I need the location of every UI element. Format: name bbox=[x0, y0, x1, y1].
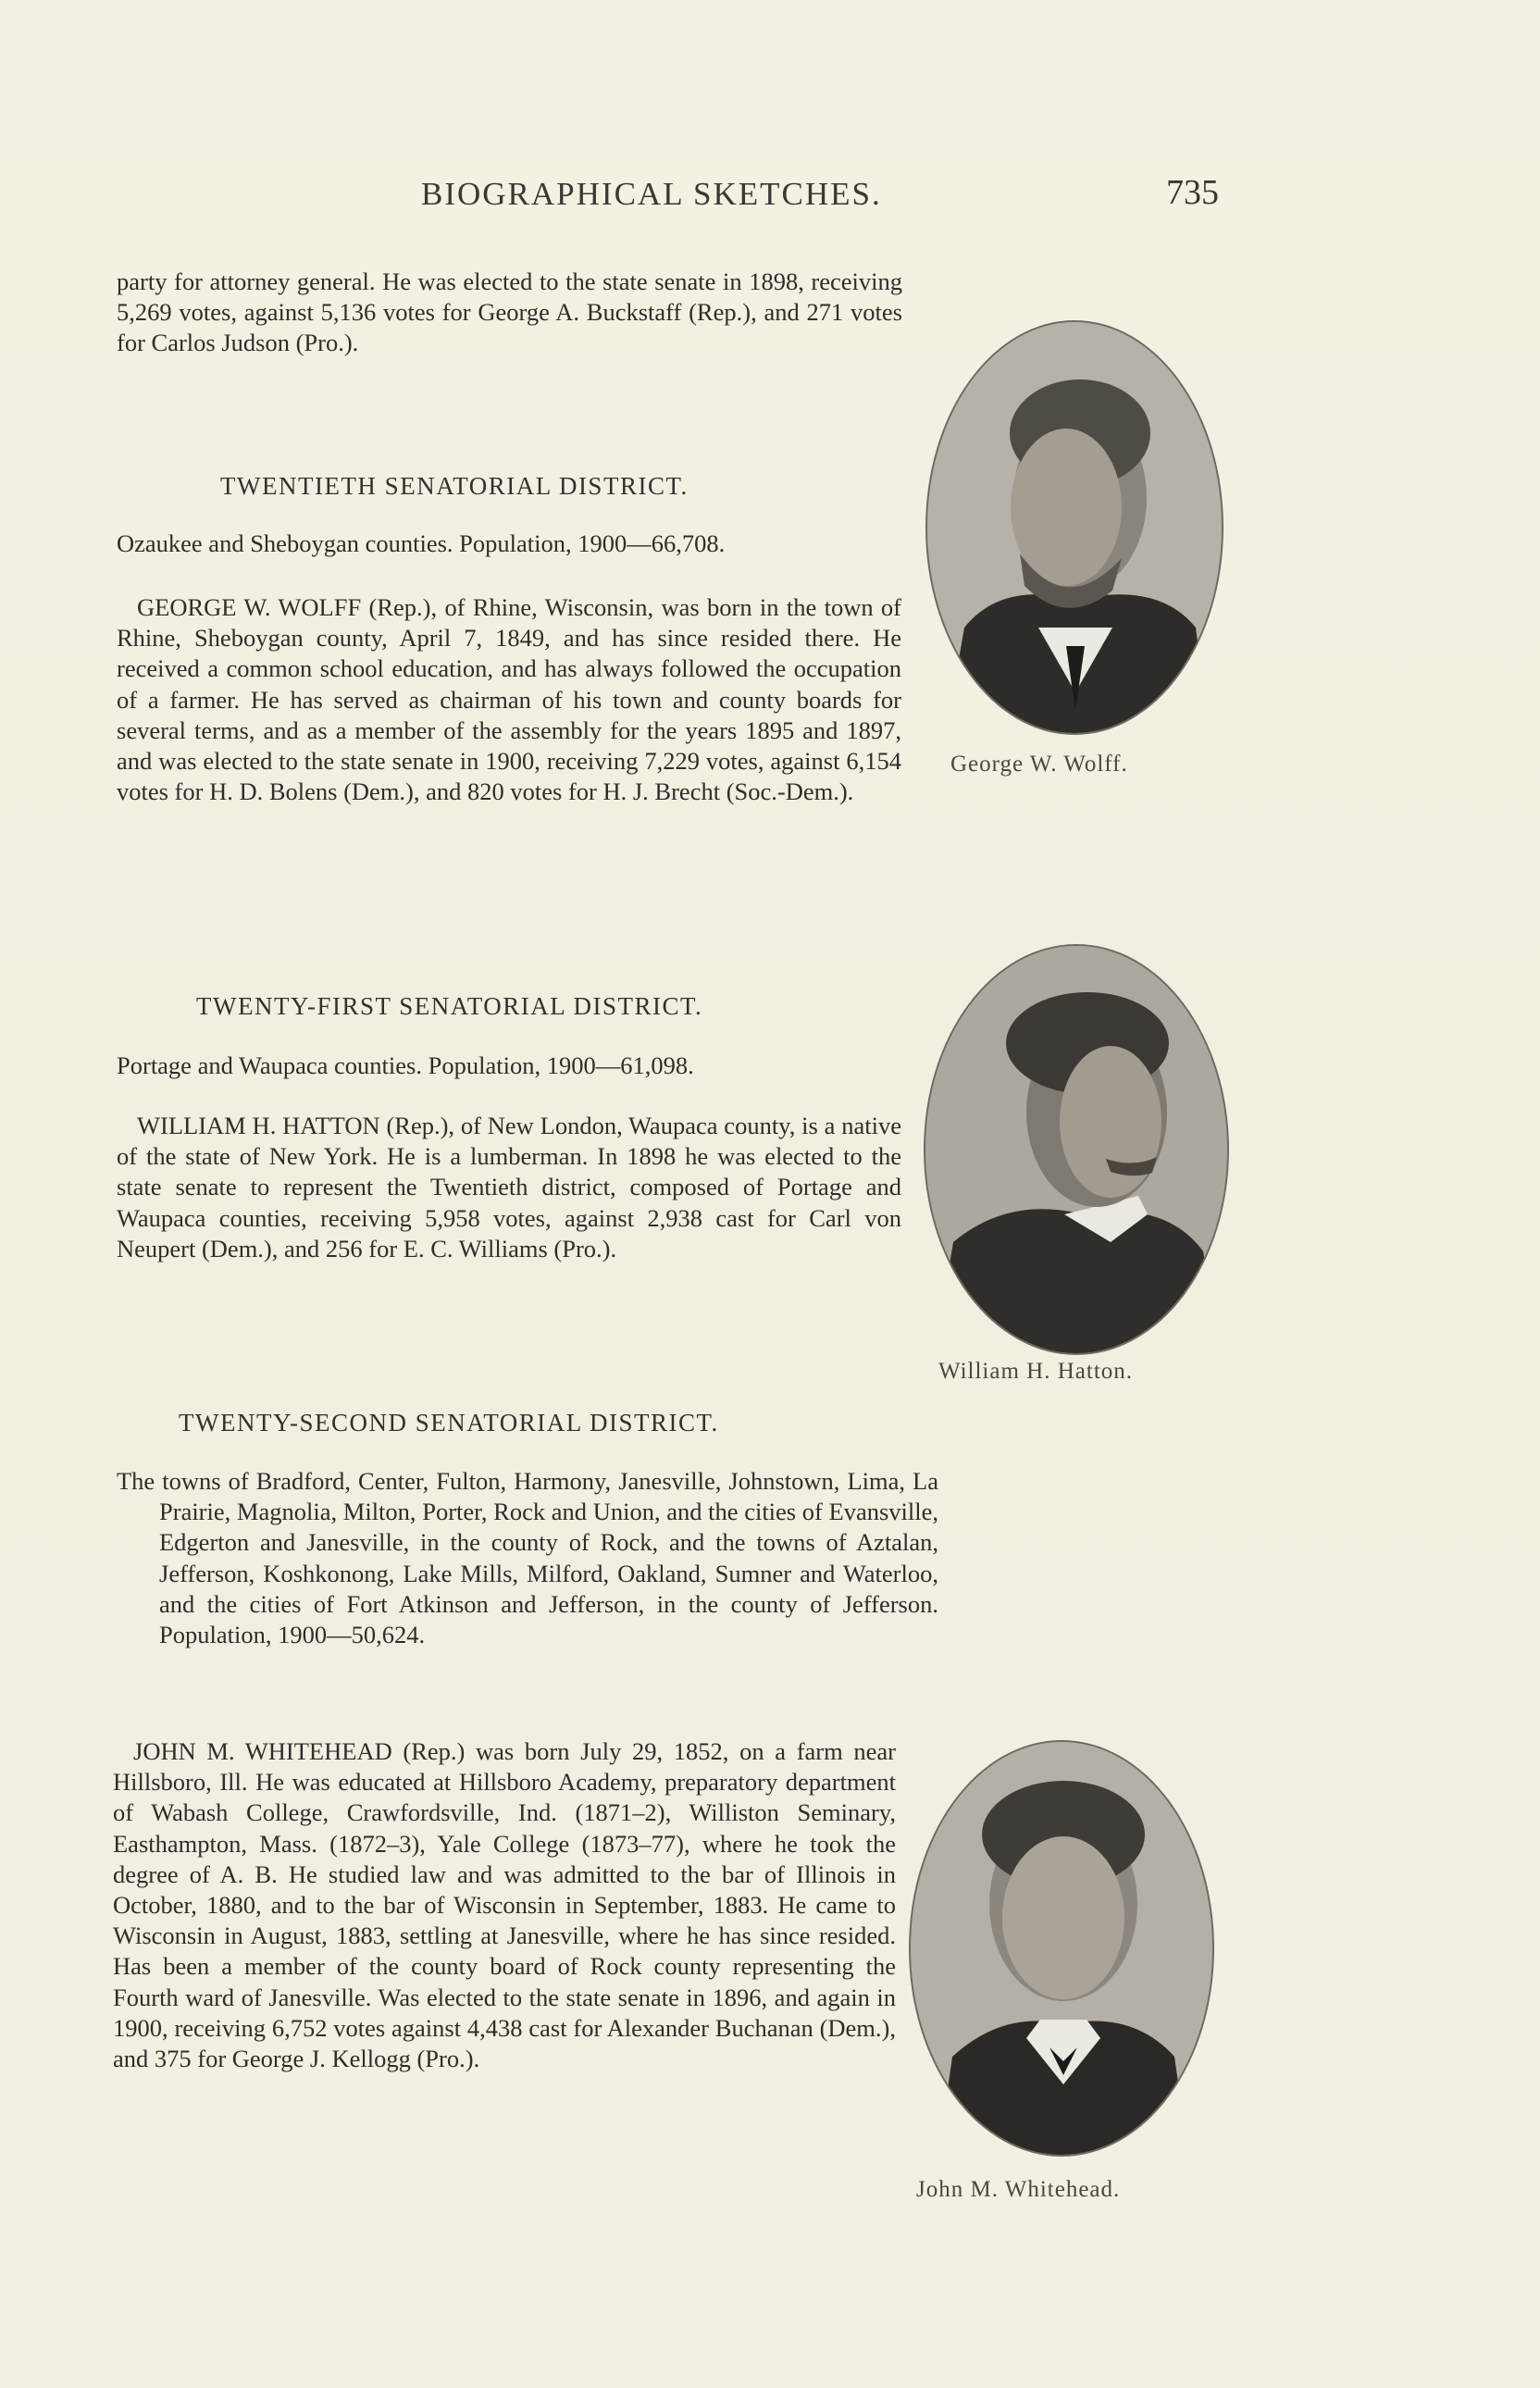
district-22-heading: TWENTY-SECOND SENATORIAL DISTRICT. bbox=[179, 1409, 719, 1437]
district-21-bio bbox=[117, 1111, 901, 1264]
intro-text: party for attorney general. He was elected to the state senate in 1898, receiving 5,269 votes, against 5,136 votes for George A. Buckstaff (Rep.), and 271 votes for Carlos Judson (Pro.). bbox=[117, 267, 902, 357]
hatton-bio-text: WILLIAM H. HATTON (Rep.), of New London, Waupaca county, is a native of the state of New York. He is a lumberman. In 1898 he was elected to the state senate to represent the Twentieth district, composed of Portage and Waupaca counties, receiving 5,958 votes, against 2,938 cast for Carl von Neupert (Dem.), and 256 for E. C. Williams (Pro.). bbox=[117, 1112, 901, 1262]
caption-george-w-wolff: George W. Wolff. bbox=[950, 752, 1128, 777]
whitehead-bio-text: JOHN M. WHITEHEAD (Rep.) was born July 29, 1852, on a farm near Hillsboro, Ill. He was educated at Hillsboro Academy, preparatory department of Wabash College, Crawfordsville, Ind. (1871–2), Williston Seminary, Easthampton, Mass. (1872–3), Yale College (1873–77), where he took the degree of A. B. He studied law and was admitted to the bar of Illinois in October, 1880, and to the bar of Wisconsin in September, 1883. He came to Wisconsin in August, 1883, settling at Janesville, where he has since resided. Has been a member of the county board of Rock county representing the Fourth ward of Janesville. Was elected to the state senate in 1896, and again in 1900, receiving 6,752 votes against 4,438 cast for Alexander Buchanan (Dem.), and 375 for George J. Kellogg (Pro.). bbox=[113, 1737, 896, 2073]
caption-william-h-hatton: William H. Hatton. bbox=[938, 1359, 1134, 1384]
district-20-bio bbox=[117, 592, 901, 807]
district-22-towns-text: The towns of Bradford, Center, Fulton, Harmony, Janesville, Johnstown, Lima, La Prairie, Magnolia, Milton, Porter, Rock and Union, and the cities of Evansville, Edgerton and Janesville, in the county of Rock, and the towns of Aztalan, Jefferson, Koshkonong, Lake Mills, Milford, Oakland, Sumner and Waterloo, and the cities of Fort Atkinson and Jefferson, in the county of Jefferson. Population, 1900—50,624. bbox=[117, 1467, 938, 1649]
portrait-william-h-hatton bbox=[924, 944, 1229, 1355]
portrait-john-m-whitehead bbox=[909, 1740, 1214, 2157]
district-22-bio bbox=[113, 1736, 896, 2074]
portrait-george-w-wolff bbox=[925, 320, 1223, 735]
district-20-counties: Ozaukee and Sheboygan counties. Population, 1900—66,708. bbox=[117, 529, 726, 557]
district-22-towns bbox=[117, 1466, 938, 1650]
district-21-heading: TWENTY-FIRST SENATORIAL DISTRICT. bbox=[196, 992, 703, 1020]
district-20-heading: TWENTIETH SENATORIAL DISTRICT. bbox=[220, 472, 689, 500]
page-number: 735 bbox=[1166, 173, 1219, 212]
intro-paragraph bbox=[117, 267, 902, 359]
wolff-bio-text: GEORGE W. WOLFF (Rep.), of Rhine, Wisconsin, was born in the town of Rhine, Sheboygan county, April 7, 1849, and has since resided there. He received a common school education, and has always followed the occupation of a farmer. He has served as chairman of his town and county boards for several terms, and as a member of the assembly for the years 1895 and 1897, and was elected to the state senate in 1900, receiving 7,229 votes, against 6,154 votes for H. D. Bolens (Dem.), and 820 votes for H. J. Brecht (Soc.-Dem.). bbox=[117, 593, 901, 806]
caption-john-m-whitehead: John M. Whitehead. bbox=[916, 2177, 1121, 2202]
running-header: BIOGRAPHICAL SKETCHES. bbox=[421, 176, 882, 212]
district-21-counties: Portage and Waupaca counties. Population, 1900—61,098. bbox=[117, 1051, 694, 1079]
